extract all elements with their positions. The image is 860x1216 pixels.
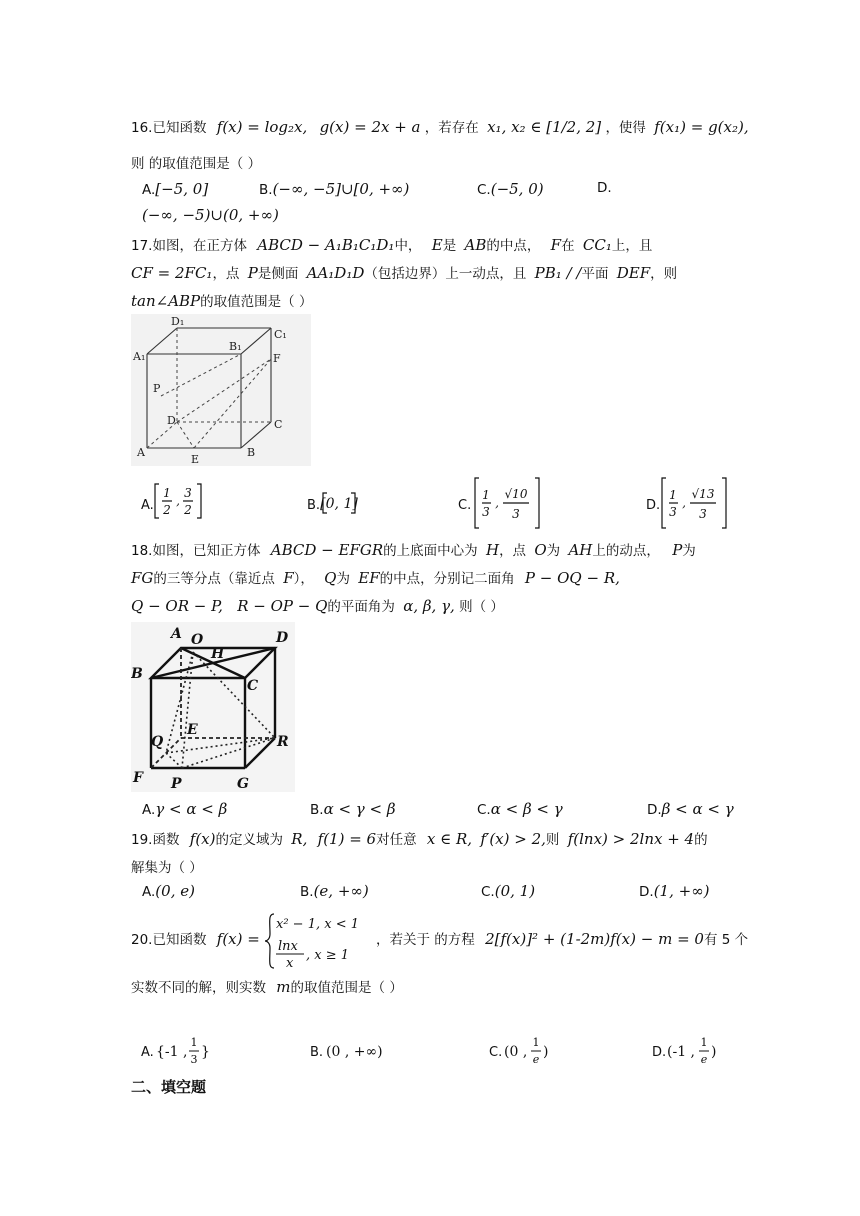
fig17-label-c1: C₁ [274, 328, 287, 341]
q19-d-text: (1, +∞) [653, 882, 710, 900]
q18-a-text: γ < α < β [155, 800, 228, 818]
q20-text-c: 有 5 个 [703, 932, 749, 948]
q20-option-b[interactable]: B. [310, 1045, 324, 1060]
q18-ah: AH [568, 541, 593, 559]
q16-stem-end: 则 的取值范围是（ ） [131, 156, 262, 172]
q18-c-label: C. [477, 802, 491, 818]
q17-b-text: [0, 1] [320, 496, 358, 512]
q19-line1 [131, 828, 708, 848]
q17-f: F [550, 236, 562, 254]
q18-text-e: 上的动点， [592, 543, 660, 559]
q19-fx: f(x) [189, 830, 216, 848]
q18-text-c: ，点 [499, 543, 527, 559]
q20-text-d: 实数不同的解，则实数 [131, 980, 266, 996]
q17-text-e: 在 [561, 238, 575, 254]
q17-cube: ABCD − A₁B₁C₁D₁ [257, 236, 395, 254]
q17-stem-end: 的取值范围是（ ） [200, 294, 313, 310]
q16-option-c[interactable] [477, 180, 544, 198]
q19-f1: f(1) = 6 [317, 830, 377, 848]
q18-b-text: α < γ < β [323, 800, 396, 818]
q19-fprime: f′(x) > 2, [480, 830, 546, 848]
q17-line1 [131, 234, 652, 254]
q20-a-post: } [201, 1044, 210, 1060]
fig17-label-b: B [247, 446, 256, 459]
q18-line3 [131, 595, 504, 615]
q17-e: E [431, 236, 443, 254]
q16-d-label: D. [597, 180, 612, 196]
fig17-label-p: P [153, 382, 161, 395]
q17-text-d: 的中点， [486, 238, 541, 254]
q18-option-c[interactable] [477, 800, 563, 818]
q19-x-in-r: x ∈ R, [426, 830, 473, 848]
q16-f-def: f(x) = log₂x, [216, 118, 308, 136]
fig18-label-q: Q [151, 734, 164, 750]
q17-option-c[interactable]: C. [458, 498, 472, 513]
q20-d-pre: (-1 , [667, 1044, 695, 1060]
q17-cube-figure [131, 314, 311, 466]
q18-option-b[interactable] [310, 800, 396, 818]
q19-r: R, [291, 830, 308, 848]
q20-a-d: 3 [190, 1053, 198, 1066]
q18-text-d: 为 [546, 543, 561, 559]
q18-h: H [485, 541, 500, 559]
q19-text-b: 的定义域为 [215, 832, 283, 848]
q18-o: O [534, 541, 547, 559]
q19-b-label: B. [300, 884, 314, 900]
fig18-label-o: O [191, 632, 204, 648]
q18-cube: ABCD − EFGR [270, 541, 384, 559]
q17-text-i: （包括边界）上一动点，且 [364, 266, 527, 282]
q17-tan: tan∠ABP [131, 292, 201, 310]
q16-eq: f(x₁) = g(x₂), [654, 118, 749, 136]
q17-text-g: ，点 [212, 266, 240, 282]
q20-d-d: e [700, 1053, 708, 1066]
q16-g-def: g(x) = 2x + a [319, 118, 421, 136]
q16-option-b[interactable] [259, 180, 409, 198]
q18-d-text: β < α < γ [661, 800, 734, 818]
q20-piecewise [264, 910, 372, 972]
q16-c-label: C. [477, 182, 491, 198]
q20-fx: f(x) = [216, 930, 260, 948]
q17-text-c: 是 [442, 238, 457, 254]
q20-text-a: 20.已知函数 [131, 932, 207, 948]
q19-line2 [131, 856, 203, 876]
q18-dihedral-3: R − OP − Q [237, 597, 328, 615]
q17-c-comma: , [495, 496, 499, 510]
q16-a-label: A. [142, 182, 156, 198]
fig17-label-a: A [137, 446, 145, 459]
q17-ab: AB [464, 236, 487, 254]
q18-text-h: ）， [293, 571, 314, 587]
q19-option-d[interactable] [639, 882, 710, 900]
q17-a-d1: 2 [163, 503, 171, 517]
q17-text-k: ，则 [650, 266, 678, 282]
q18-angles: α, β, γ, [403, 597, 455, 615]
q20-option-a[interactable]: A. [141, 1045, 154, 1060]
q20-m: m [276, 978, 291, 996]
q19-c-label: C. [481, 884, 495, 900]
q18-a-label: A. [142, 802, 156, 818]
fig18-label-a: A [171, 626, 182, 642]
q20-c-n: 1 [532, 1036, 540, 1049]
q18-dihedral-1: P − OQ − R, [524, 569, 620, 587]
q16-b-text: (−∞, −5]∪[0, +∞) [272, 180, 410, 198]
q20-stem-end: 的取值范围是（ ） [290, 980, 403, 996]
q17-option-d[interactable]: D. [646, 498, 661, 513]
q20-line1 [131, 928, 260, 948]
fig17-label-a1: A₁ [133, 350, 146, 363]
q17-c-d1: 3 [482, 505, 490, 519]
fig18-label-f: F [133, 770, 143, 786]
q16-option-a[interactable] [142, 180, 208, 198]
fig17-label-d1: D₁ [171, 315, 185, 328]
q19-text-d: 则 [545, 832, 560, 848]
q17-text-j: 平面 [581, 266, 609, 282]
q17-a-n2: 3 [184, 486, 192, 500]
q17-d-comma: , [682, 496, 686, 510]
q19-text-e: 的 [694, 832, 708, 848]
q16-option-d[interactable] [597, 180, 612, 196]
q17-c-n1: 1 [482, 488, 490, 502]
q17-a-comma: , [176, 494, 180, 508]
q17-line2 [131, 262, 677, 282]
q19-d-label: D. [639, 884, 654, 900]
q19-a-label: A. [142, 884, 156, 900]
q16-interval: x₁, x₂ ∈ [1/2, 2] [487, 118, 602, 136]
q19-b-text: (e, +∞) [313, 882, 369, 900]
q20-c-pre: (0 , [504, 1044, 528, 1060]
q18-cube-figure [131, 622, 295, 792]
q20-option-d[interactable]: D. [652, 1045, 667, 1060]
q17-face: AA₁D₁D [306, 264, 365, 282]
q17-text-h: 是侧面 [257, 266, 299, 282]
q20-case2-cond: , x ≥ 1 [306, 948, 350, 963]
fig18-label-b: B [131, 666, 143, 682]
q17-option-b[interactable]: B. [307, 498, 321, 513]
q16-mid2: ，使得 [605, 120, 646, 136]
q17-pb1: PB₁ / / [534, 264, 582, 282]
q18-text-b: 的上底面中心为 [383, 543, 478, 559]
q16-b-label: B. [259, 182, 273, 198]
q19-option-a[interactable] [142, 882, 195, 900]
fig18-label-r: R [277, 734, 289, 750]
q20-line1-rest [376, 928, 748, 948]
q18-text-k: 的平面角为 [327, 599, 395, 615]
fig18-label-g: G [237, 776, 249, 792]
q17-c-d2: 3 [512, 507, 520, 521]
fig18-label-h: H [211, 646, 225, 662]
q20-eq: 2[f(x)]² + (1-2m)f(x) − m = 0 [485, 930, 704, 948]
q17-def: DEF [616, 264, 651, 282]
q17-line3 [131, 290, 312, 310]
q17-text-f: 上，且 [611, 238, 653, 254]
fig17-label-f: F [273, 352, 281, 365]
q19-text-c: 对任意 [376, 832, 417, 848]
q16-mid: ，若存在 [424, 120, 479, 136]
q18-fg: FG [131, 569, 154, 587]
fig18-label-p: P [171, 776, 182, 792]
q19-ineq: f(lnx) > 2lnx + 4 [567, 830, 695, 848]
q18-b-label: B. [310, 802, 324, 818]
q18-text-g: 的三等分点（靠近点 [153, 571, 275, 587]
q19-stem-end: 解集为（ ） [131, 860, 203, 876]
q18-text-f: 为 [682, 543, 696, 559]
fig17-label-e: E [191, 453, 200, 466]
q20-a-n: 1 [190, 1036, 198, 1049]
q16-line2 [131, 152, 261, 172]
q19-text-a: 19.函数 [131, 832, 180, 848]
q18-ef: EF [358, 569, 380, 587]
q18-text-a: 18.如图，已知正方体 [131, 543, 261, 559]
q20-options [131, 1032, 731, 1068]
q20-option-c[interactable]: C. [489, 1045, 503, 1060]
q17-text-b: 中， [394, 238, 422, 254]
section-title: 二、填空题 [131, 1078, 207, 1096]
fig18-label-e: E [187, 722, 198, 738]
q16-prefix: 16.已知函数 [131, 120, 207, 136]
q16-a-text: [−5, 0] [155, 180, 209, 198]
q17-d-d1: 3 [669, 505, 677, 519]
fig17-label-c: C [274, 418, 283, 431]
q17-d-n1: 1 [669, 488, 677, 502]
q20-c-post: ) [543, 1044, 549, 1060]
q18-d-label: D. [647, 802, 662, 818]
q18-q: Q [324, 569, 337, 587]
q20-line2 [131, 976, 403, 996]
q18-dihedral-2: Q − OR − P, [131, 597, 223, 615]
q18-line2 [131, 567, 620, 587]
q19-option-b[interactable] [300, 882, 369, 900]
q17-d-d2: 3 [699, 507, 707, 521]
q17-p: P [247, 264, 258, 282]
q18-option-a[interactable] [142, 800, 227, 818]
q16-line1 [131, 116, 749, 136]
q20-case2-den: x [286, 956, 294, 971]
q18-text-j: 的中点，分别记二面角 [379, 571, 515, 587]
q20-case2-num: lnx [278, 939, 298, 954]
q20-c-d: e [532, 1053, 540, 1066]
q17-cc1: CC₁ [582, 236, 612, 254]
q18-stem-end: 则（ ） [459, 599, 504, 615]
q16-d-text: (−∞, −5)∪(0, +∞) [142, 206, 279, 224]
fig18-label-c: C [247, 678, 259, 694]
fig18-label-d: D [276, 630, 289, 646]
q20-b-text: (0 , +∞) [326, 1044, 383, 1060]
q17-cf: CF = 2FC₁ [131, 264, 213, 282]
q19-a-text: (0, e) [155, 882, 195, 900]
q16-option-d-text [142, 206, 279, 224]
q17-d-n2: √13 [691, 487, 715, 501]
q18-option-d[interactable] [647, 800, 734, 818]
q16-c-text: (−5, 0) [490, 180, 544, 198]
q20-text-b: ，若关于 的方程 [376, 932, 475, 948]
q18-c-text: α < β < γ [490, 800, 563, 818]
q20-d-n: 1 [700, 1036, 708, 1049]
q17-text-a: 17.如图，在正方体 [131, 238, 247, 254]
fig17-label-b1: B₁ [229, 340, 242, 353]
q20-d-post: ) [711, 1044, 717, 1060]
q17-c-n2: √10 [504, 487, 528, 501]
q19-c-text: (0, 1) [494, 882, 536, 900]
q17-option-a[interactable]: A. [141, 498, 154, 513]
q18-f: F [283, 569, 294, 587]
q20-a-pre: {-1 , [156, 1044, 188, 1060]
q19-option-c[interactable] [481, 882, 535, 900]
q17-options [131, 474, 731, 534]
q18-text-i: 为 [336, 571, 350, 587]
q18-line1 [131, 539, 696, 559]
q20-case1: x² − 1, x < 1 [276, 917, 359, 932]
q17-a-n1: 1 [163, 486, 171, 500]
fig17-label-d: D [167, 414, 176, 427]
q18-p: P [672, 541, 683, 559]
q17-a-d2: 2 [184, 503, 192, 517]
